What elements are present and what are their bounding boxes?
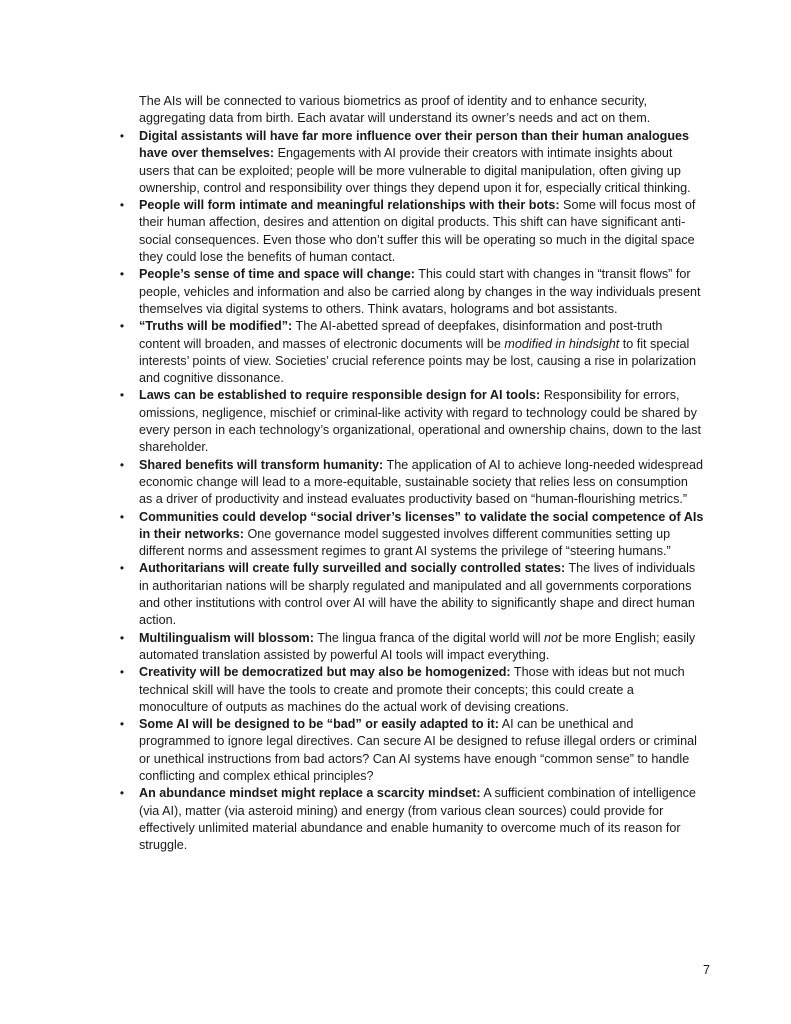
item-body: Some will focus most of their human affection, desires and attention on digital products. This shift can have significant anti-social consequences. Even those who don’t suffer this will be operating so much in the digital space they could lose the benefits of human contact. (139, 198, 696, 265)
item-title: “Truths will be modified”: (139, 319, 293, 334)
item-body-after: to fit special interests’ points of view. Societies’ crucial reference points may be lost, causing a rise in polarization and cognitive dissonance. (139, 336, 696, 386)
item-body: AI can be unethical and programmed to ignore legal directives. Can secure AI be designed to refuse illegal orders or criminal or unethical instructions from bad actors? Can AI systems have enough “common sense” to handle conflicting and complex ethical principles? (139, 717, 697, 783)
item-title: People’s sense of time and space will change: (139, 267, 415, 282)
item-body: A sufficient combination of intelligence (via AI), matter (via asteroid mining) and energy (from various clean sources) could provide for effectively unlimited material abundance and enable humanity to overcome much of its reason for struggle. (139, 786, 696, 853)
bullet-icon: • (119, 267, 125, 282)
bullet-icon: • (119, 630, 125, 645)
bullet-icon: • (119, 665, 125, 680)
item-title: An abundance mindset might replace a scarcity mindset: (139, 786, 481, 801)
item-emphasis: modified in hindsight (504, 336, 620, 351)
list-item (114, 197, 704, 266)
item-body: This could start with changes in “transit flows” for people, vehicles and information and also be carried along by changes in the way individuals present themselves via digital systems to others. Think avatars, holograms and bot assistants. (139, 267, 701, 316)
bullet-icon: • (119, 561, 125, 576)
bullet-icon: • (119, 198, 125, 213)
intro-paragraph: The AIs will be connected to various biometrics as proof of identity and to enhance security, aggregating data from birth. Each avatar will understand its owner’s needs and act on them. (139, 94, 651, 126)
item-body: The lingua franca of the digital world will (313, 630, 545, 645)
list-item (114, 387, 704, 456)
bullet-icon: • (119, 457, 125, 472)
item-emphasis: not (544, 630, 562, 645)
list-item (114, 457, 704, 509)
item-title: Authoritarians will create fully surveilled and socially controlled states: (139, 561, 566, 576)
list-item (114, 128, 704, 197)
item-title: Laws can be established to require responsible design for AI tools: (139, 388, 541, 403)
item-body-after: be more English; easily automated translation assisted by powerful AI tools will impact everything. (139, 630, 696, 662)
item-title: Some AI will be designed to be “bad” or easily adapted to it: (139, 717, 499, 732)
page-number: 7 (702, 963, 710, 977)
item-body: The lives of individuals in authoritarian nations will be sharply regulated and manipulated and all governments corporations and other institutions with control over AI will have the ability to significantly shape and direct human action. (139, 561, 696, 628)
bullet-icon: • (119, 319, 125, 334)
bullet-icon: • (119, 509, 125, 524)
item-title: Communities could develop “social driver’s licenses” to validate the social competence of AIs in their networks: (139, 509, 704, 541)
list-item (114, 630, 704, 665)
item-body: Responsibility for errors, omissions, negligence, mischief or criminal-like activity with regard to technology could be shared by every person in each technology’s organizational, operational and ownership chains, down to the last shareholder. (139, 388, 701, 455)
list-item (114, 509, 704, 561)
bullet-icon: • (119, 388, 125, 403)
item-body: The AI-abetted spread of deepfakes, disinformation and post-truth content will broaden, and masses of electronic documents will be (139, 319, 663, 351)
list-item (114, 266, 704, 318)
item-title: Multilingualism will blossom: (139, 630, 314, 645)
item-title: Digital assistants will have far more influence over their person than their human analogues have over themselves: (139, 129, 690, 161)
bullet-icon: • (119, 717, 125, 732)
bullet-icon: • (119, 129, 125, 143)
list-item (114, 664, 704, 716)
item-title: Shared benefits will transform humanity: (139, 457, 384, 472)
list-item (114, 560, 704, 629)
item-body: Those with ideas but not much technical skill will have the tools to create and promote their concepts; this could create a monoculture of outputs as machines do the actual work of devising creations. (139, 665, 685, 714)
item-title: People will form intimate and meaningful relationships with their bots: (139, 198, 560, 213)
item-title: Creativity will be democratized but may also be homogenized: (139, 665, 511, 680)
item-body: One governance model suggested involves different communities setting up different norms and assessment regimes to grant AI systems the privilege of “steering humans.” (139, 526, 671, 559)
item-body: Engagements with AI provide their creators with intimate insights about users that can be exploited; people will be more vulnerable to digital manipulation, often giving up ownership, control and responsibility over things they depend upon it for, especially critical thinking. (139, 146, 691, 195)
bullet-icon: • (119, 786, 125, 801)
item-body: The application of AI to achieve long-needed widespread economic change will lead to a more-equitable, sustainable society that relies less on consumption as a driver of productivity and instead evaluates productivity based on “human-flourishing metrics.” (139, 457, 703, 507)
list-item (114, 785, 704, 854)
bullet-list (114, 128, 704, 854)
list-item (114, 318, 704, 387)
list-item (114, 716, 704, 785)
